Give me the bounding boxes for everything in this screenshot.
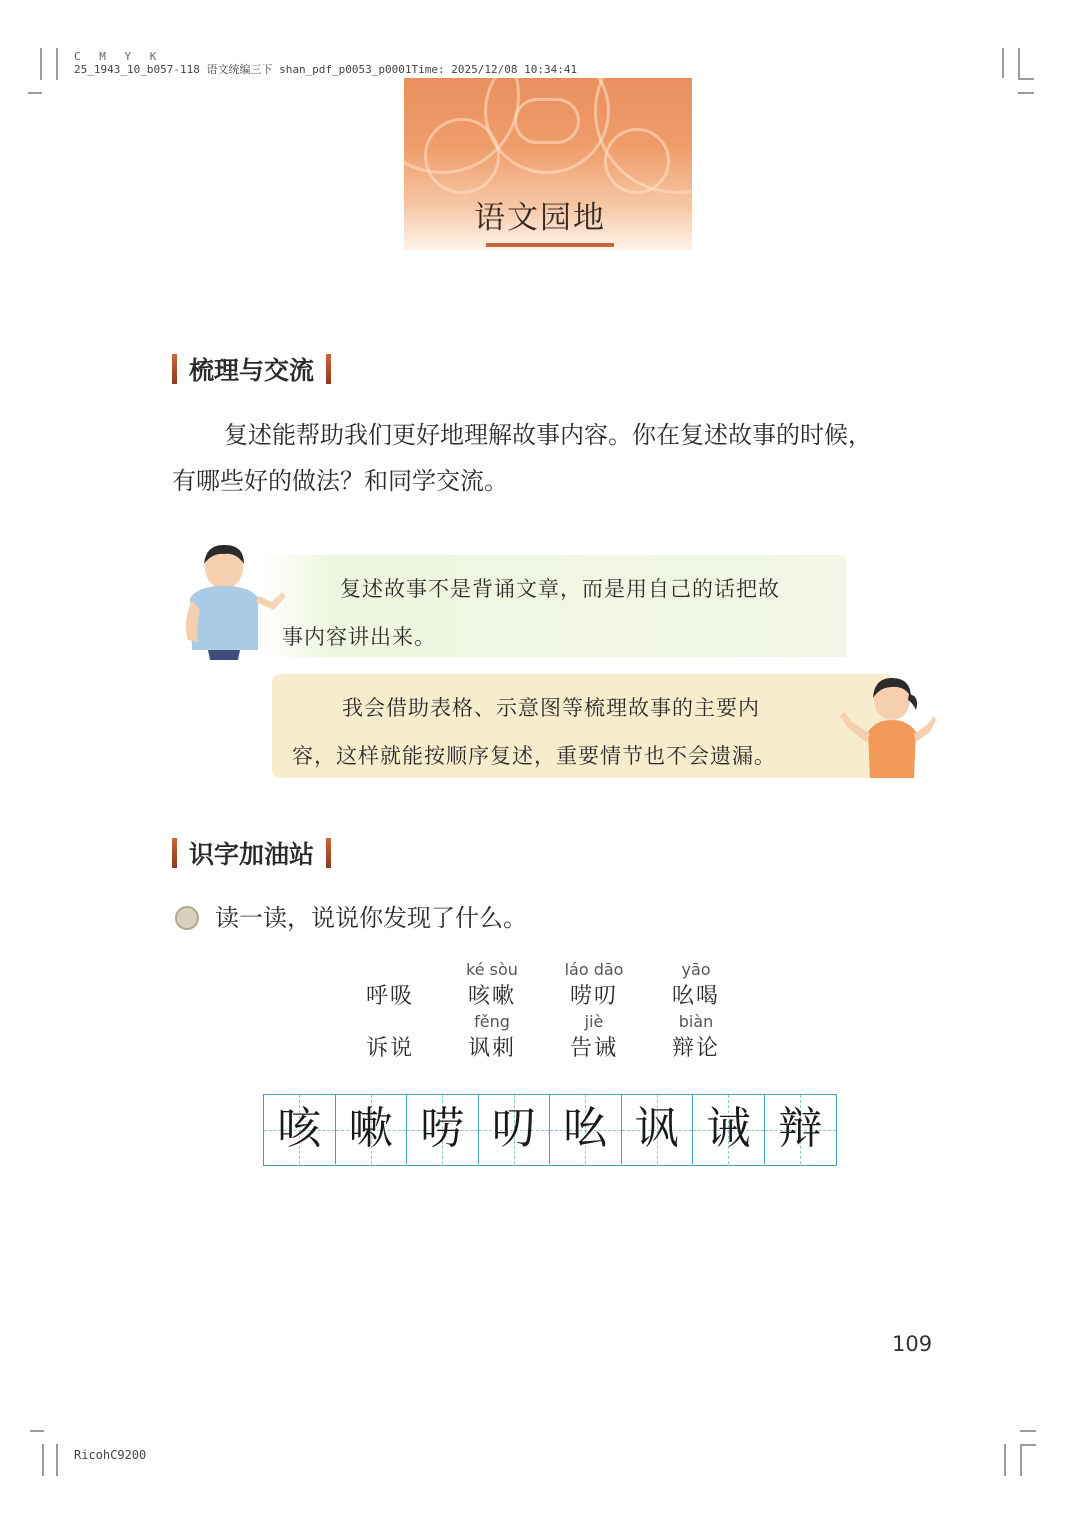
word-item — [539, 1012, 649, 1064]
character: 叨 — [491, 1103, 536, 1154]
cmyk-label: C M Y K — [74, 50, 163, 63]
character-box — [407, 1095, 479, 1164]
hanzi-word: 唠叨 — [569, 984, 618, 1009]
heading-bar-right — [326, 838, 331, 868]
crop-mark — [1018, 92, 1034, 94]
crop-mark — [56, 48, 58, 80]
crop-mark — [42, 1444, 44, 1476]
print-info — [74, 50, 577, 76]
heading-bar-left — [172, 838, 177, 868]
character-box — [479, 1095, 551, 1164]
printer-name: RicohC9200 — [74, 1448, 147, 1462]
hanzi-word: 诉说 — [365, 1036, 414, 1061]
bubble-line: 复述故事不是背诵文章，而是用自己的话把故 — [340, 577, 780, 601]
crop-mark — [28, 92, 42, 94]
title-underline — [486, 243, 614, 247]
girl-illustration — [836, 672, 936, 780]
heading-bar-left — [172, 354, 177, 384]
page-title: 语文园地 — [474, 200, 606, 236]
crop-mark — [1004, 1444, 1006, 1476]
crop-mark — [1002, 48, 1004, 78]
instruction-text: 读一读，说说你发现了什么。 — [215, 904, 527, 932]
heading-bar-right — [326, 354, 331, 384]
character-box — [550, 1095, 622, 1164]
word-item — [437, 1012, 547, 1064]
hanzi-word: 辩论 — [671, 1036, 720, 1061]
word-item — [641, 960, 751, 1012]
hanzi-word: 呼吸 — [365, 984, 414, 1009]
word-item — [641, 1012, 751, 1064]
character: 嗽 — [348, 1103, 393, 1154]
character: 吆 — [563, 1103, 608, 1154]
crop-mark — [40, 48, 42, 80]
bubble-line: 我会借助表格、示意图等梳理故事的主要内 — [342, 696, 760, 720]
word-item — [335, 960, 445, 1012]
character-box — [622, 1095, 694, 1164]
hanzi-word: 告诫 — [569, 1036, 618, 1061]
word-item — [539, 960, 649, 1012]
bubble-line: 事内容讲出来。 — [282, 625, 436, 649]
crop-mark — [1020, 1444, 1022, 1476]
section-heading-literacy — [172, 836, 331, 870]
pinyin: ké sòu — [466, 960, 518, 979]
read-aloud-icon — [175, 906, 199, 930]
pinyin — [335, 1012, 445, 1034]
paragraph-line: 复述能帮助我们更好地理解故事内容。你在复述故事的时候， — [224, 421, 872, 449]
pinyin: jiè — [584, 1012, 604, 1031]
hanzi-word: 咳嗽 — [467, 984, 516, 1009]
character-box — [765, 1095, 837, 1164]
file-info: 25_1943_10_b057-118 语文统编三下 shan_pdf_p0053_p0001Time: 2025/12/08 10:34:41 — [74, 63, 578, 76]
character-box — [264, 1095, 336, 1164]
intro-paragraph — [172, 412, 932, 504]
pinyin: láo dāo — [564, 960, 624, 979]
pinyin: yāo — [681, 960, 711, 979]
character: 诫 — [706, 1103, 751, 1154]
speech-bubble-girl — [272, 674, 894, 778]
speech-bubble-boy — [262, 555, 846, 657]
pinyin: fěng — [474, 1012, 510, 1031]
character-writing-grid — [263, 1094, 837, 1166]
crop-mark — [1020, 1444, 1036, 1446]
character: 唠 — [420, 1103, 465, 1154]
word-item — [335, 1012, 445, 1064]
pinyin: biàn — [678, 1012, 714, 1031]
crop-mark — [56, 1444, 58, 1476]
bubble-line: 容，这样就能按顺序复述，重要情节也不会遗漏。 — [292, 744, 776, 768]
character-box — [336, 1095, 408, 1164]
section-title: 梳理与交流 — [189, 356, 315, 385]
character: 讽 — [634, 1103, 679, 1154]
crop-mark — [1020, 1430, 1036, 1432]
character: 咳 — [277, 1103, 322, 1154]
word-item — [437, 960, 547, 1012]
hanzi-word: 讽刺 — [467, 1036, 516, 1061]
section-heading-sorting — [172, 352, 331, 386]
section-title: 识字加油站 — [189, 840, 315, 869]
hanzi-word: 吆喝 — [671, 984, 720, 1009]
paragraph-line: 有哪些好的做法？和同学交流。 — [172, 467, 508, 495]
character: 辩 — [778, 1103, 823, 1154]
crop-mark — [30, 1430, 44, 1432]
crop-mark — [1018, 48, 1020, 78]
character-box — [693, 1095, 765, 1164]
pinyin — [335, 960, 445, 982]
crop-mark — [1018, 78, 1034, 80]
page-number: 109 — [892, 1332, 933, 1356]
